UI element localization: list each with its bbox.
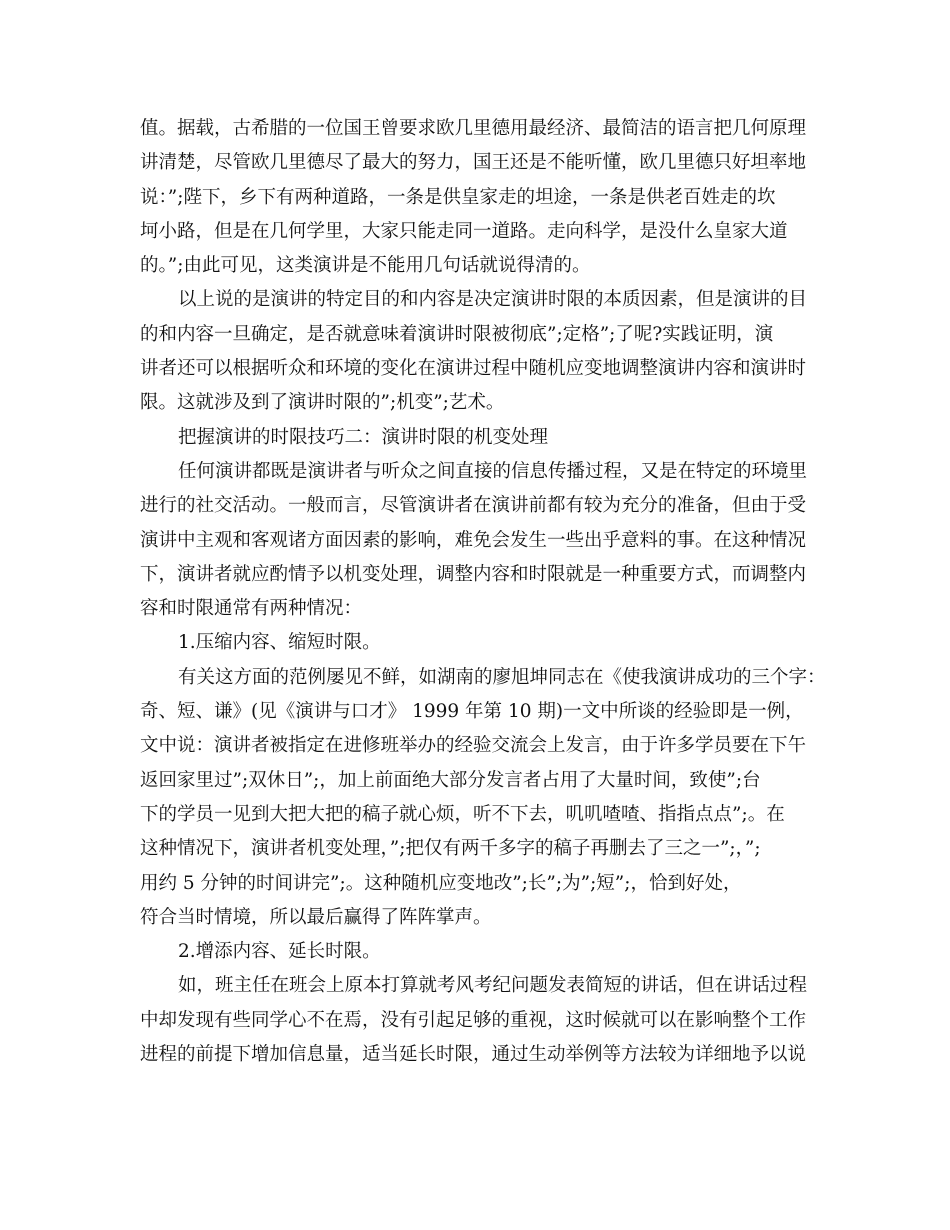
text-line: 奇、短、谦》(见《演讲与口才》 1999 年第 10 期)一文中所谈的经验即是一例， bbox=[140, 701, 804, 723]
text-line: 中却发现有些同学心不在焉，没有引起足够的重视，这时候就可以在影响整个工作 bbox=[140, 1009, 807, 1031]
paragraph-first-line: 1.压缩内容、缩短时限。 bbox=[178, 632, 381, 654]
text-line: 说：”;陛下，乡下有两种道路，一条是供皇家走的坦途，一条是供老百姓走的坎 bbox=[140, 186, 776, 208]
text-line: 讲清楚，尽管欧几里德尽了最大的努力，国王还是不能听懂，欧几里德只好坦率地 bbox=[140, 152, 807, 174]
paragraph-first-line: 如，班主任在班会上原本打算就考风考纪问题发表简短的讲话，但在讲话过程 bbox=[178, 975, 808, 997]
text-line: 返回家里过”;双休日”;，加上前面绝大部分发言者占用了大量时间，致使”;台 bbox=[140, 769, 761, 791]
paragraph-first-line: 有关这方面的范例屡见不鲜，如湖南的廖旭坤同志在《使我演讲成功的三个字： bbox=[178, 666, 826, 688]
text-line: 下的学员一见到大把大把的稿子就心烦，听不下去，叽叽喳喳、指指点点”;。在 bbox=[140, 803, 785, 825]
text-line: 值。据载，古希腊的一位国王曾要求欧几里德用最经济、最简洁的语言把几何原理 bbox=[140, 118, 807, 139]
document-body bbox=[140, 112, 826, 1072]
text-line: 的和内容一旦确定，是否就意味着演讲时限被彻底”;定格”;了呢?实践证明，演 bbox=[140, 323, 774, 345]
text-line: 符合当时情境，所以最后赢得了阵阵掌声。 bbox=[140, 906, 492, 928]
text-line: 进程的前提下增加信息量，适当延长时限，通过生动举例等方法较为详细地予以说 bbox=[140, 1044, 807, 1066]
paragraph-first-line: 把握演讲的时限技巧二：演讲时限的机变处理 bbox=[178, 426, 549, 448]
text-line: 下，演讲者就应酌情予以机变处理，调整内容和时限就是一种重要方式，而调整内 bbox=[140, 563, 807, 585]
text-line: 进行的社交活动。一般而言，尽管演讲者在演讲前都有较为充分的准备，但由于受 bbox=[140, 495, 807, 517]
text-line: 坷小路，但是在几何学里，大家只能走同一道路。走向科学，是没什么皇家大道 bbox=[140, 220, 788, 242]
text-line: 演讲中主观和客观诸方面因素的影响，难免会发生一些出乎意料的事。在这种情况 bbox=[140, 529, 807, 551]
paragraph-first-line: 以上说的是演讲的特定目的和内容是决定演讲时限的本质因素，但是演讲的目 bbox=[178, 289, 808, 311]
paragraph-first-line: 任何演讲都既是演讲者与听众之间直接的信息传播过程，又是在特定的环境里 bbox=[178, 460, 808, 482]
text-line: 文中说：演讲者被指定在进修班举办的经验交流会上发言，由于许多学员要在下午 bbox=[140, 735, 807, 757]
text-line: 讲者还可以根据听众和环境的变化在演讲过程中随机应变地调整演讲内容和演讲时 bbox=[140, 358, 807, 380]
text-line: 容和时限通常有两种情况： bbox=[140, 598, 363, 620]
text-line: 的。”;由此可见，这类演讲是不能用几句话就说得清的。 bbox=[140, 255, 591, 277]
text-line: 用约 5 分钟的时间讲完”;。这种随机应变地改”;长”;为”;短”;，恰到好处， bbox=[140, 872, 742, 894]
text-line: 限。这就涉及到了演讲时限的”;机变”;艺术。 bbox=[140, 392, 505, 414]
text-line: 这种情况下，演讲者机变处理，”;把仅有两千多字的稿子再删去了三之一”;，”; bbox=[140, 838, 761, 860]
paragraph-first-line: 2.增添内容、延长时限。 bbox=[178, 941, 381, 963]
